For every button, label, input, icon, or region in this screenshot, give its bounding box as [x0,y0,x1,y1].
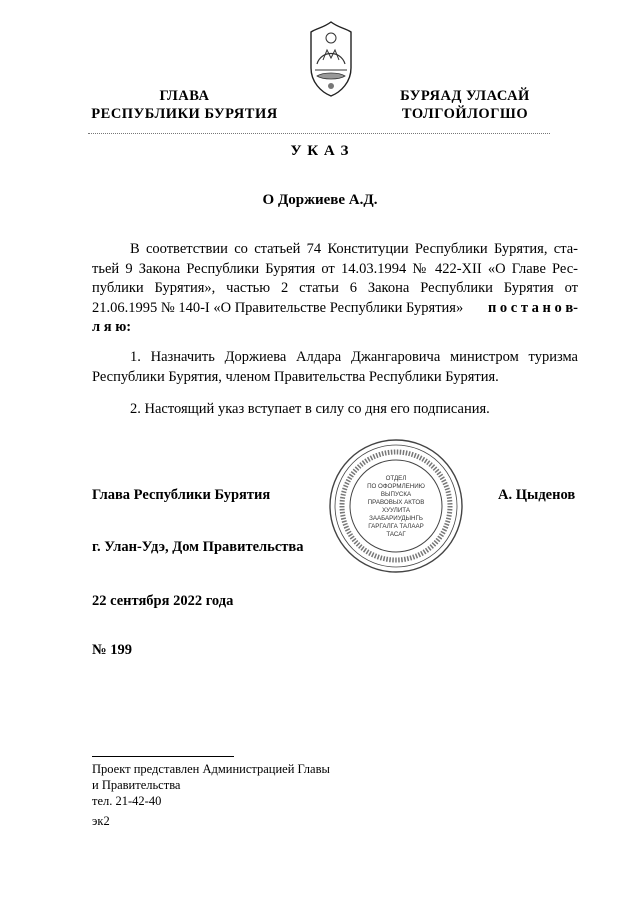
document-type: У К А З [290,143,350,159]
preamble-line-3: публики Бурятия», частью 2 статьи 6 Закона Республики Бурятия от [92,280,578,296]
decree-word-b: л я ю: [92,319,132,335]
item-1-line-1: 1. Назначить Доржиева Алдара Джангаровича министром туризма [130,349,578,365]
footnote-line-2: и Правительства [92,778,181,792]
signing-place: г. Улан-Удэ, Дом Правительства [92,539,304,555]
stamp-line-6: ЗААБАРИУДЫНГЬ [369,515,423,522]
decree-number: № 199 [92,642,132,658]
stamp-line-4: ПРАВОВЫХ АКТОВ [367,499,425,506]
official-stamp-seal [327,437,465,575]
stamp-inner-text [367,475,425,538]
header-separator [88,133,550,134]
preamble-line-2: тьей 9 Закона Республики Бурятия от 14.03.1994 № 422-XII «О Главе Рес- [92,260,578,277]
header-right [382,87,548,123]
stamp-line-5: ХУУЛИТА [382,507,410,514]
header-left [82,87,287,123]
stamp-line-2: ПО ОФОРМЛЕНИЮ [367,483,425,490]
header-right-line1: БУРЯАД УЛАСАЙ [400,88,530,104]
footnote-code: эк2 [92,814,110,828]
preamble [92,240,578,338]
footnote-line-1: Проект представлен Администрацией Главы [92,762,330,776]
preamble-line-4-row [92,299,578,319]
signature-position: Глава Республики Бурятия [92,487,271,503]
item-2-line-1: 2. Настоящий указ вступает в силу со дня его подписания. [130,401,490,417]
header-left-line2: РЕСПУБЛИКИ БУРЯТИЯ [91,106,278,122]
footnote [92,761,392,809]
stamp-line-1: ОТДЕЛ [385,475,407,482]
preamble-line-4: 21.06.1995 № 140-I «О Правительстве Республики Бурятия» [92,299,464,316]
footnote-separator [92,756,234,757]
item-2 [92,400,578,420]
item-1-line-2: Республики Бурятия, членом Правительства Республики Бурятия. [92,368,499,385]
stamp-line-7: ГАРГАЛГА ТАЛААР [368,523,424,530]
item-1 [92,348,578,387]
coat-of-arms-emblem [303,20,359,98]
footnote-line-3: тел. 21-42-40 [92,794,162,808]
header-left-line1: ГЛАВА [159,88,210,104]
stamp-line-8: ТАСАГ [386,531,406,538]
preamble-line-1: В соответствии со статьей 74 Конституции Республики Бурятия, ста- [130,241,578,257]
header-right-line2: ТОЛГОЙЛОГШО [401,106,529,122]
signature-name: А. Цыденов [498,487,576,503]
signing-date: 22 сентября 2022 года [92,593,234,609]
stamp-line-3: ВЫПУСКА [380,491,412,498]
decree-word-a: п о с т а н о в- [487,299,578,316]
document-subject: О Доржиеве А.Д. [262,192,378,208]
